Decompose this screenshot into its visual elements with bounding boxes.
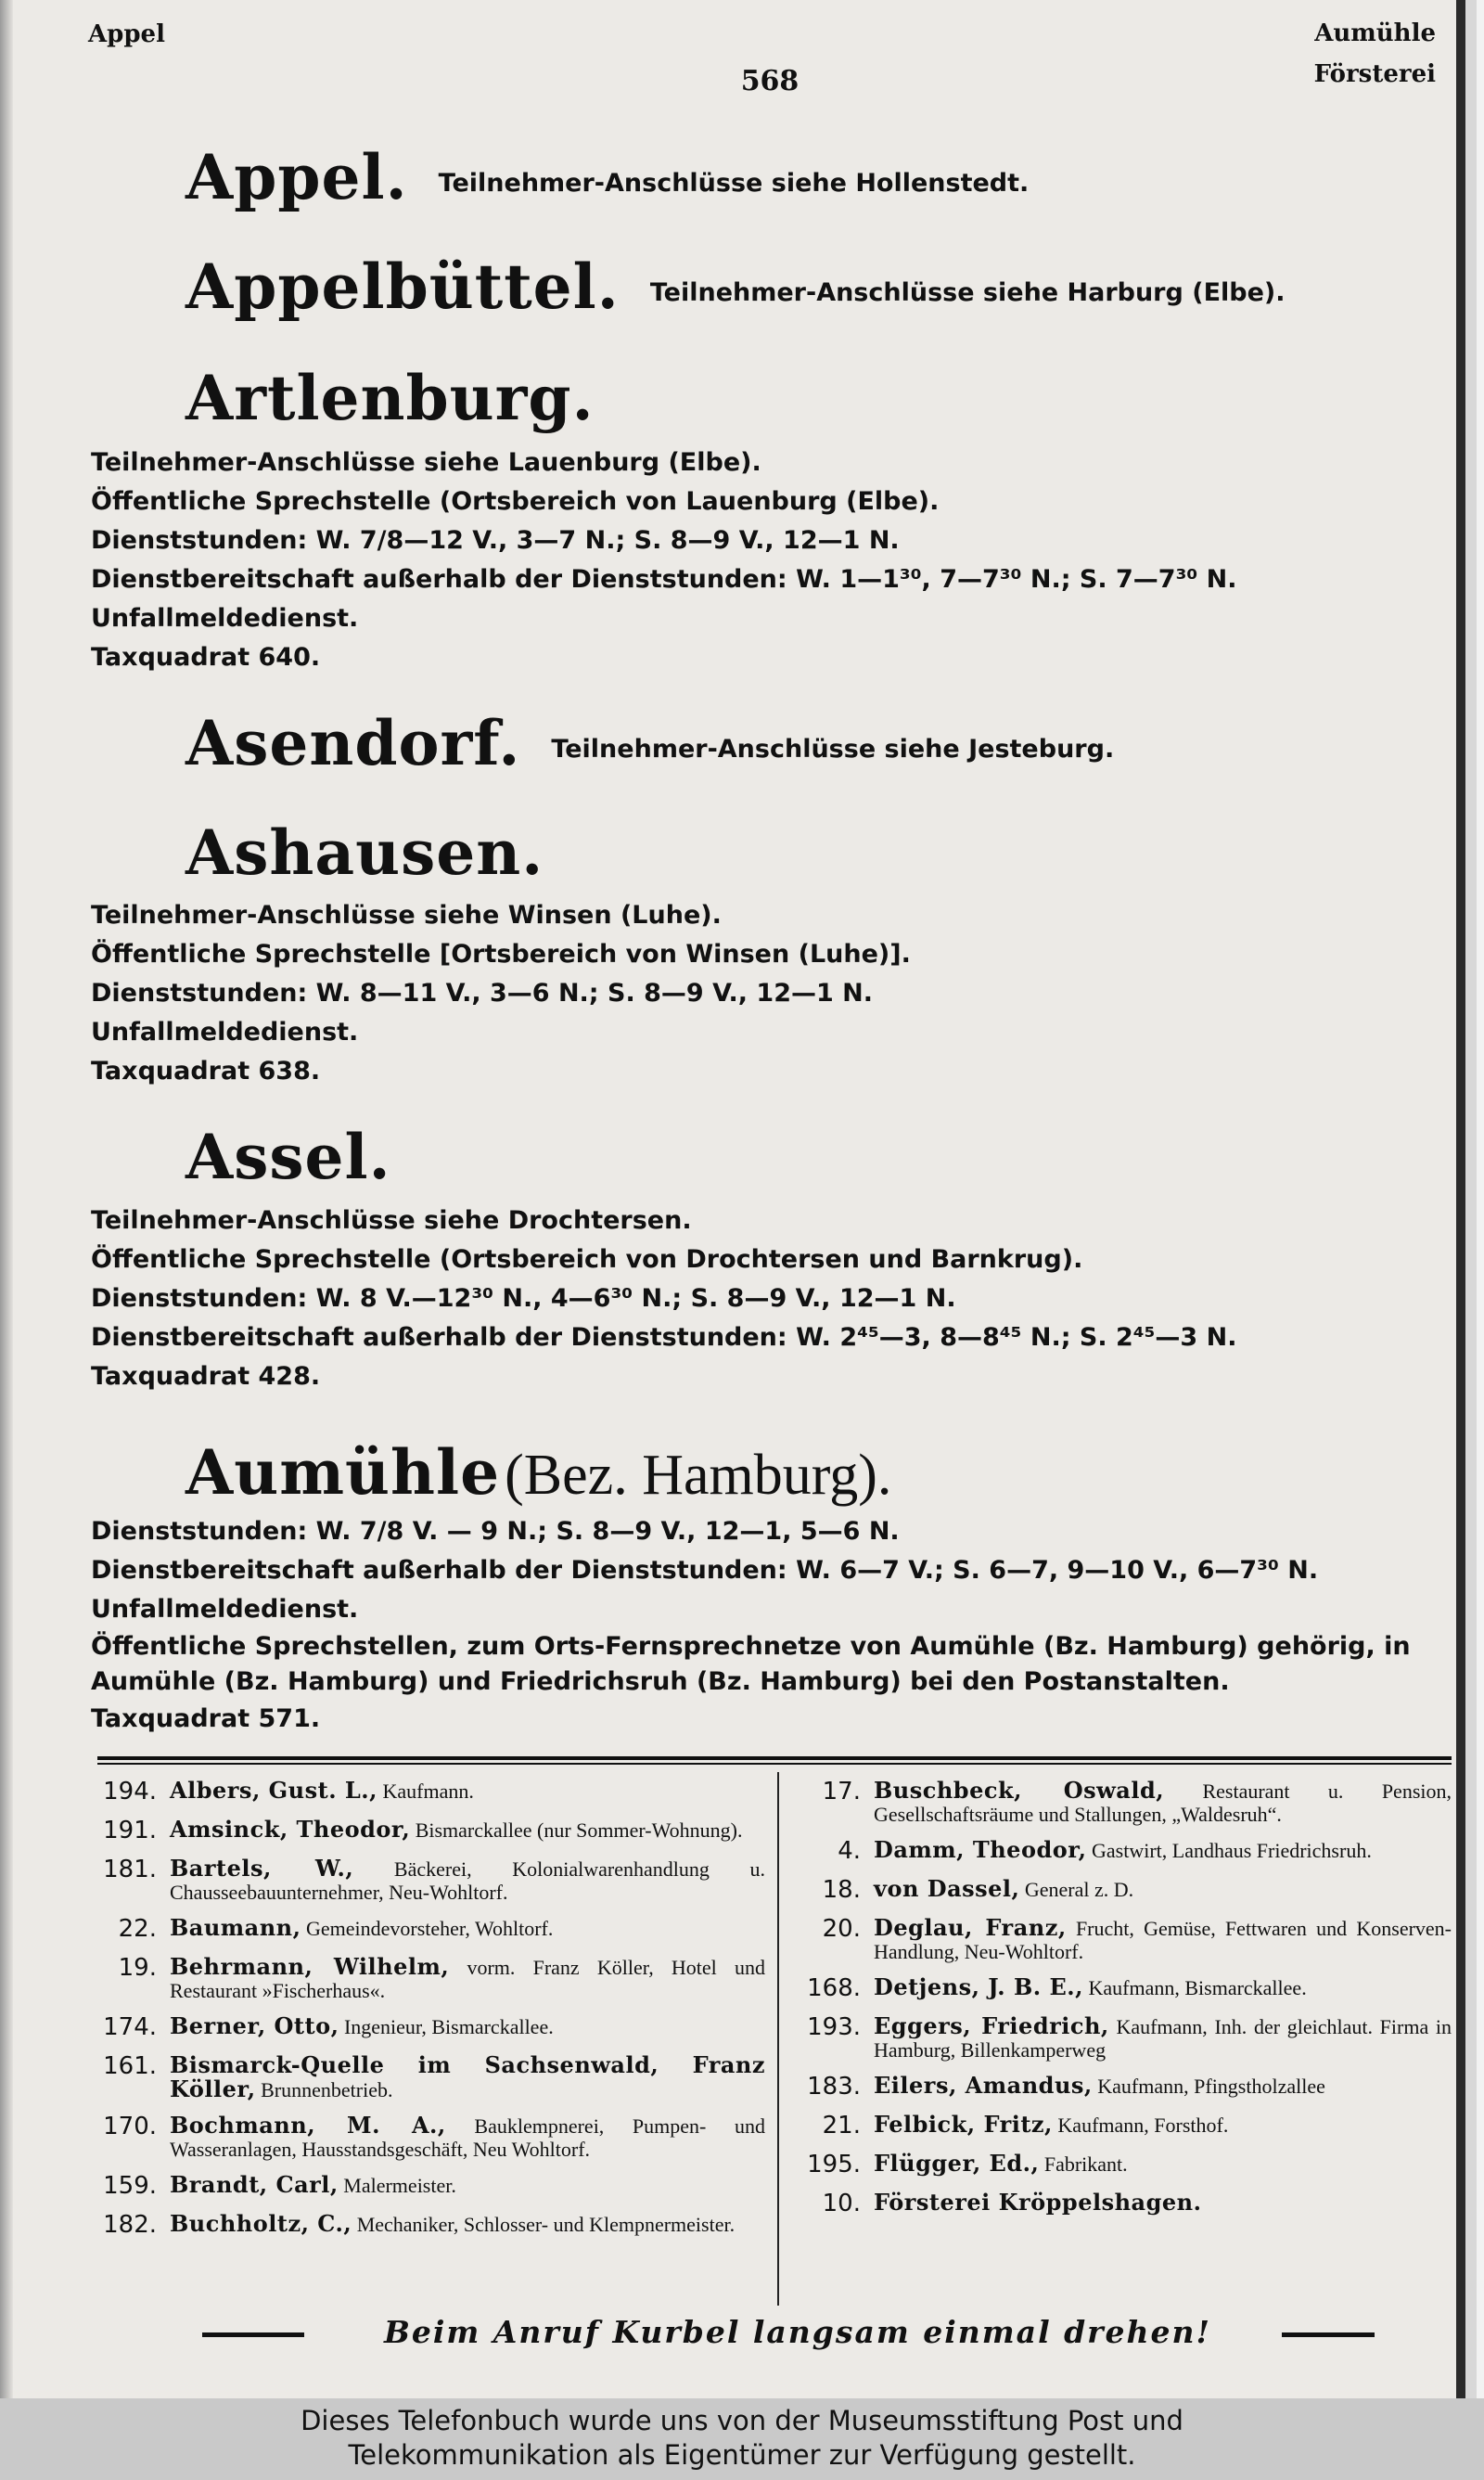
section-assel-body [91,1201,1408,1396]
info-line: Taxquadrat 638. [91,1057,321,1086]
subscriber-description: Bäckerei, Kolonialwarenhandlung u. Chausseebauunternehmer, Neu-Wohltorf. [170,1857,766,1904]
section-ashausen-title [186,816,544,889]
section-appel [186,141,1029,213]
subscriber-description: Mechaniker, Schlosser- und Klempnermeister. [356,2213,736,2236]
directory-rule [97,1763,1452,1765]
info-line: Öffentliche Sprechstelle (Ortsbereich von Drochtersen und Barnkrug). [91,1245,1083,1274]
credit-bar [0,2398,1484,2480]
subscriber-description: Kaufmann, Inh. der gleichlaut. Firma in Hamburg, Billenkamperweg [874,2015,1452,2062]
subscriber-name: Berner, Otto, [170,2012,339,2039]
footer-note: Beim Anruf Kurbel langsam einmal drehen! [383,2314,1212,2350]
phone-number: 17. [822,1778,861,1805]
phone-number: 191. [103,1817,157,1844]
phone-number: 181. [103,1856,157,1883]
subscriber-name: Baumann, [170,1914,301,1941]
list-item [97,2168,765,2200]
subscriber-description: Kaufmann. [382,1780,474,1803]
phone-number: 159. [103,2172,157,2200]
list-item [97,1911,765,1943]
subscriber-name: Brandt, Carl, [170,2171,339,2198]
info-line: Dienstbereitschaft außerhalb der Dienststunden: W. 2⁴⁵—3, 8—8⁴⁵ N.; S. 2⁴⁵—3 N. [91,1323,1237,1352]
subscriber-description: Kaufmann, Bismarckallee. [1088,1976,1307,1999]
subscriber-description: Malermeister. [343,2174,456,2197]
phone-number: 161. [103,2052,157,2080]
phone-number: 174. [103,2013,157,2041]
phone-number: 182. [103,2211,157,2239]
subscriber-name: Felbick, Fritz, [874,2111,1053,2138]
phone-number: 193. [807,2013,861,2041]
phone-number: 183. [807,2073,861,2101]
footer-rule-right [1282,2332,1375,2337]
info-line: Dienststunden: W. 8—11 V., 3—6 N.; S. 8—9 V., 12—1 N. [91,979,874,1008]
subscriber-description: Bauklempnerei, Pumpen- und Wasseranlagen, Hausstandsgeschäft, Neu Wohltorf. [170,2114,765,2161]
info-line: Dienstbereitschaft außerhalb der Dienststunden: W. 6—7 V.; S. 6—7, 9—10 V., 6—7³⁰ N. [91,1556,1319,1585]
column-divider [777,1772,779,2306]
list-item [798,1971,1452,2002]
subscriber-name: Deglau, Franz, [874,1914,1067,1941]
page-number: 568 [740,65,800,97]
section-title: Appel. [186,141,408,213]
list-item [798,1833,1452,1865]
subscriber-name: Försterei Kröppelshagen. [874,2189,1202,2216]
section-artlenburg-title [186,362,595,434]
info-line: Teilnehmer-Anschlüsse siehe Winsen (Luhe). [91,901,722,930]
subscriber-description: Bismarckallee (nur Sommer-Wohnung). [415,1818,743,1842]
list-item [798,1872,1452,1904]
subscriber-description: Kaufmann, Forsthof. [1057,2114,1229,2137]
subscriber-description: Restaurant u. Pension, Gesellschaftsräume und Stallungen, „Waldesruh“. [874,1780,1452,1826]
info-line: Unfallmeldedienst. [91,1018,359,1047]
phone-number: 20. [822,1915,861,1943]
section-ashausen-body [91,896,1408,1091]
subscriber-name: Amsinck, Theodor, [170,1816,411,1843]
subscriber-name: Bochmann, M. A., [170,2112,446,2139]
subscriber-name: Bismarck-Quelle im Sachsenwald, Franz Köller, [170,2051,765,2102]
subscriber-name: Albers, Gust. L., [170,1777,377,1804]
subscriber-description: Frucht, Gemüse, Fettwaren und Konserven-Handlung, Neu-Wohltorf. [874,1917,1452,1963]
list-item [798,2108,1452,2139]
section-assel-title [186,1121,391,1193]
section-subtitle: Teilnehmer-Anschlüsse siehe Harburg (Elbe). [649,278,1286,307]
list-item [97,1774,765,1805]
phone-number: 194. [103,1778,157,1805]
subscriber-description: General z. D. [1024,1878,1134,1901]
info-line: Teilnehmer-Anschlüsse siehe Drochtersen. [91,1206,692,1235]
info-line: Teilnehmer-Anschlüsse siehe Lauenburg (Elbe). [91,448,761,477]
directory-column-right [798,1774,1452,2225]
list-item [97,2049,765,2101]
info-line: Dienststunden: W. 7/8 V. — 9 N.; S. 8—9 V., 12—1, 5—6 N. [91,1517,900,1546]
subscriber-name: Damm, Theodor, [874,1836,1087,1863]
subscriber-name: Detjens, J. B. E., [874,1973,1083,2000]
section-title-suffix: (Bez. Hamburg). [505,1444,892,1507]
running-head-right-top: Aumühle [1314,19,1436,47]
list-item [97,2010,765,2041]
info-line: Öffentliche Sprechstelle (Ortsbereich von Lauenburg (Elbe). [91,487,940,516]
info-line: Öffentliche Sprechstellen, zum Orts-Fernsprechnetze von Aumühle (Bz. Hamburg) gehörig, in Aumühle (Bz. Hamburg) und Friedrichsruh (Bz. Hamburg) bei den Postanstalten. [91,1632,1411,1696]
section-title: Assel. [186,1121,391,1193]
phone-number: 19. [118,1954,157,1982]
phone-number: 22. [118,1915,157,1943]
credit-line-2: Telekommunikation als Eigentümer zur Verfügung gestellt. [348,2439,1136,2471]
subscriber-description: Kaufmann, Pfingstholzallee [1097,2075,1325,2098]
list-item [97,1813,765,1844]
info-line: Dienstbereitschaft außerhalb der Dienststunden: W. 1—1³⁰, 7—7³⁰ N.; S. 7—7³⁰ N. [91,565,1237,594]
phone-number: 10. [822,2190,861,2217]
list-item [97,1950,765,2002]
section-title: Asendorf. [186,707,521,779]
list-item [798,1774,1452,1826]
info-line: Unfallmeldedienst. [91,604,359,633]
section-title: Artlenburg. [186,362,595,434]
section-aumuehle-body [91,1512,1411,1739]
phone-number: 170. [103,2113,157,2140]
directory-rule [97,1756,1452,1760]
directory-column-left [97,1774,765,2246]
info-line: Dienststunden: W. 7/8—12 V., 3—7 N.; S. 8—9 V., 12—1 N. [91,526,900,555]
subscriber-description: Gastwirt, Landhaus Friedrichsruh. [1092,1839,1372,1862]
info-line: Dienststunden: W. 8 V.—12³⁰ N., 4—6³⁰ N.; S. 8—9 V., 12—1 N. [91,1284,956,1313]
list-item [97,1852,765,1904]
section-title: Appelbüttel. [186,251,620,323]
phone-number: 18. [822,1876,861,1904]
info-line: Taxquadrat 640. [91,643,321,672]
subscriber-name: Eilers, Amandus, [874,2072,1093,2099]
subscriber-name: Eggers, Friedrich, [874,2012,1109,2039]
section-asendorf [186,707,1114,779]
info-line: Unfallmeldedienst. [91,1595,359,1624]
section-subtitle: Teilnehmer-Anschlüsse siehe Hollenstedt. [438,169,1030,198]
subscriber-description: Gemeindevorsteher, Wohltorf. [305,1917,554,1940]
subscriber-description: Fabrikant. [1043,2152,1128,2176]
subscriber-name: Behrmann, Wilhelm, [170,1953,450,1980]
subscriber-name: Bartels, W., [170,1855,354,1882]
subscriber-description: Ingenieur, Bismarckallee. [343,2015,554,2038]
list-item [798,1911,1452,1963]
subscriber-description: vorm. Franz Köller, Hotel und Restaurant »Fischerhaus«. [170,1956,765,2002]
running-head-right-bottom: Försterei [1313,60,1436,88]
subscriber-description: Brunnenbetrieb. [261,2078,393,2101]
info-line: Taxquadrat 428. [91,1362,321,1391]
info-line: Taxquadrat 571. [91,1704,321,1733]
subscriber-name: Buschbeck, Oswald, [874,1777,1165,1804]
credit-line-1: Dieses Telefonbuch wurde uns von der Museumsstiftung Post und [301,2405,1183,2436]
list-item [798,2069,1452,2101]
section-appelbuettel [186,251,1286,323]
info-line: Öffentliche Sprechstelle [Ortsbereich von Winsen (Luhe)]. [91,940,911,969]
running-head-left: Appel [88,20,165,48]
subscriber-name: Flügger, Ed., [874,2150,1040,2177]
page-left-edge [0,0,13,2398]
footer-rule-left [202,2332,304,2337]
phone-number: 195. [807,2151,861,2178]
subscriber-name: Buchholtz, C., [170,2210,352,2237]
subscriber-name: von Dassel, [874,1875,1020,1902]
list-item [798,2186,1452,2217]
phone-number: 168. [807,1974,861,2002]
page-binding-edge [1456,0,1484,2398]
running-head-right [1314,13,1436,95]
phone-number: 21. [822,2112,861,2139]
list-item [97,2109,765,2161]
phone-number: 4. [838,1837,861,1865]
list-item [798,2010,1452,2062]
section-subtitle: Teilnehmer-Anschlüsse siehe Jesteburg. [551,735,1115,764]
section-artlenburg-body [91,443,1408,677]
section-aumuehle-title [186,1436,891,1509]
list-item [97,2207,765,2239]
section-title: Aumühle [186,1436,501,1509]
section-title: Ashausen. [186,816,544,889]
list-item [798,2147,1452,2178]
